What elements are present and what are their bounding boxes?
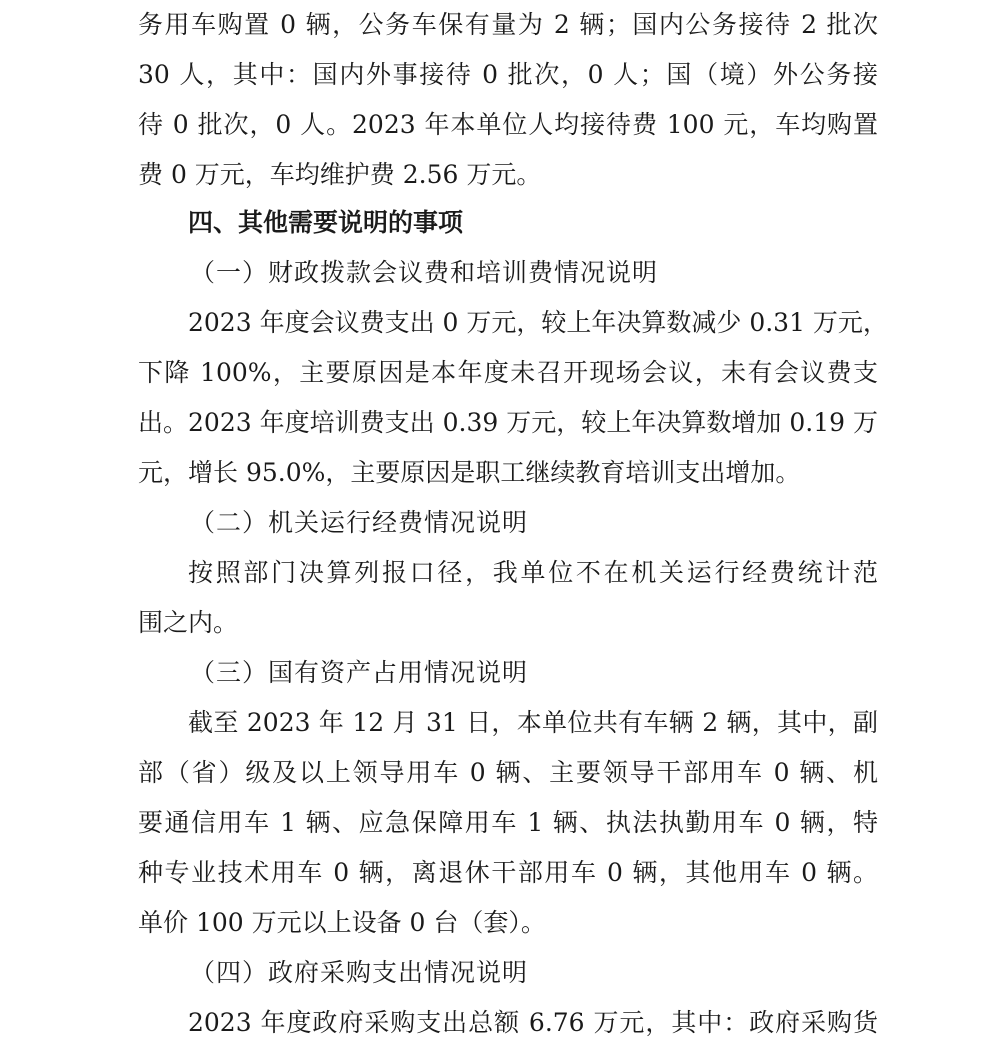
subsection-title: （三）国有资产占用情况说明 — [190, 658, 529, 687]
paragraph-line: 费 0 万元，车均维护费 2.56 万元。 — [138, 160, 542, 189]
subsection-title: （二）机关运行经费情况说明 — [190, 508, 529, 537]
paragraph-line: 出。2023 年度培训费支出 0.39 万元，较上年决算数增加 0.19 万 — [138, 408, 878, 437]
paragraph-line: 围之内。 — [138, 608, 239, 637]
paragraph-line: 下降 100%，主要原因是本年度未召开现场会议，未有会议费支 — [138, 358, 878, 387]
paragraph-line: 按照部门决算列报口径，我单位不在机关运行经费统计范 — [188, 558, 878, 587]
section-heading: 四、其他需要说明的事项 — [188, 208, 464, 237]
paragraph-line: 2023 年度会议费支出 0 万元，较上年决算数减少 0.31 万元， — [188, 308, 888, 337]
subsection-title: （一）财政拨款会议费和培训费情况说明 — [190, 258, 659, 287]
paragraph-line: 截至 2023 年 12 月 31 日，本单位共有车辆 2 辆，其中，副 — [188, 708, 878, 737]
subsection-title: （四）政府采购支出情况说明 — [190, 958, 529, 987]
paragraph-line: 30 人，其中：国内外事接待 0 批次，0 人；国（境）外公务接 — [138, 60, 878, 89]
paragraph-line: 元，增长 95.0%，主要原因是职工继续教育培训支出增加。 — [138, 458, 801, 487]
paragraph-line: 要通信用车 1 辆、应急保障用车 1 辆、执法执勤用车 0 辆，特 — [138, 808, 878, 837]
paragraph-line: 种专业技术用车 0 辆，离退休干部用车 0 辆，其他用车 0 辆。 — [138, 858, 878, 887]
paragraph-line: 待 0 批次，0 人。2023 年本单位人均接待费 100 元，车均购置 — [138, 110, 878, 139]
paragraph-line: 部（省）级及以上领导用车 0 辆、主要领导干部用车 0 辆、机 — [138, 758, 878, 787]
paragraph-line: 2023 年度政府采购支出总额 6.76 万元，其中：政府采购货 — [188, 1008, 878, 1037]
paragraph-line: 务用车购置 0 辆，公务车保有量为 2 辆；国内公务接待 2 批次 — [138, 10, 878, 39]
paragraph-line: 单价 100 万元以上设备 0 台（套）。 — [138, 908, 546, 937]
